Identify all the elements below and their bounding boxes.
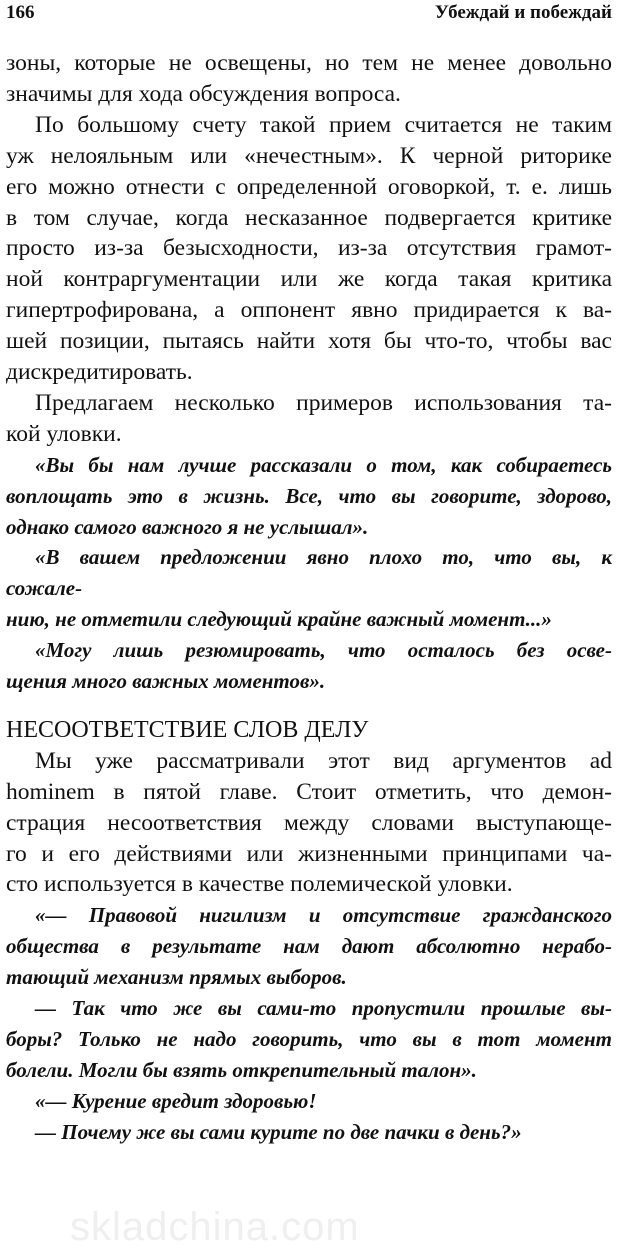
text-line: уж нелояльным или «нечестным». К черной риторике [6, 142, 612, 169]
text-line: Мы уже рассматривали этот вид аргументов ad [35, 747, 612, 774]
text-line: ной контраргументации или же когда такая критика [6, 266, 612, 293]
text-line: общества в результате нам дают абсолютно нерабо- [6, 934, 612, 959]
text-line: «— Курение вредит здоровью! [35, 1088, 317, 1113]
text-line: просто из-за безысходности, из-за отсутствия грамот- [6, 235, 612, 262]
text-line: По большому счету такой прием считается не таким [35, 111, 612, 138]
text-line: значимы для хода обсуждения вопроса. [6, 80, 401, 107]
text-line: Предлагаем несколько примеров использования та- [35, 389, 612, 416]
text-line: кой уловки. [6, 420, 122, 447]
text-line: страция несоответствия между словами выступающе- [6, 809, 612, 836]
watermark: skladchina.com [70, 1205, 360, 1249]
text-line: «Могу лишь резюмировать, что осталось без осве- [35, 638, 612, 663]
text-line: гипертрофирована, а оппонент явно придирается к ва- [6, 297, 612, 324]
page-number: 166 [6, 2, 35, 23]
section-heading: НЕСООТВЕТСТВИЕ СЛОВ ДЕЛУ [6, 716, 369, 743]
text-line: зоны, которые не освещены, но тем не менее довольно [6, 50, 612, 76]
text-line: «Вы бы нам лучше рассказали о том, как собираетесь [35, 452, 612, 477]
text-line: щения много важных моментов». [6, 669, 326, 693]
text-line: «— Правовой нигилизм и отсутствие гражданского [35, 903, 612, 928]
text-line: нию, не отметили следующий крайне важный момент...» [6, 607, 552, 632]
text-line: однако самого важного я не услышал». [6, 514, 369, 539]
text-line: сожале- [6, 576, 83, 601]
text-line: воплощать это в жизнь. Все, что вы говорите, здорово, [6, 483, 612, 508]
running-title: Убеждай и побеждай [434, 2, 612, 23]
text-line: — Почему же вы сами курите по две пачки в день?» [35, 1119, 522, 1144]
text-line: в том случае, когда несказанное подвергается критике [6, 204, 612, 231]
text-line: — Так что же вы сами-то пропустили прошлые вы- [35, 996, 612, 1020]
text-line: тающий механизм прямых выборов. [6, 965, 347, 990]
text-line: дискредитировать. [6, 359, 193, 385]
text-line: hominem в пятой главе. Стоит отметить, что демон- [6, 778, 612, 805]
text-line: его можно отнести с определенной оговоркой, т. е. лишь [6, 173, 612, 200]
text-line: сто используется в качестве полемической уловки. [6, 871, 513, 898]
running-header [6, 2, 612, 28]
text-line: боры? Только не надо говорить, что вы в тот момент [6, 1026, 612, 1051]
text-line: болели. Могли бы взять открепительный талон». [6, 1057, 477, 1082]
text-line: шей позиции, пытаясь найти хотя бы что-то, чтобы вас [6, 328, 612, 355]
text-line: «В вашем предложении явно плохо то, что вы, к [35, 545, 612, 570]
text-line: го и его действиями или жизненными принципами ча- [6, 840, 612, 867]
